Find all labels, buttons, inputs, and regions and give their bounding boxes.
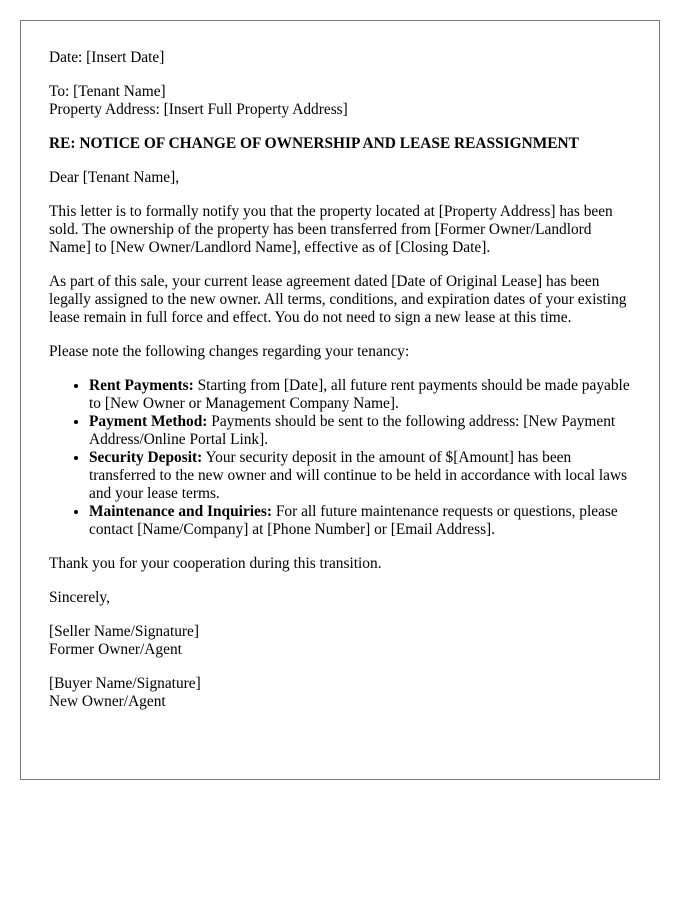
term-text: For all future maintenance requests or questions, please contact [Name/Company] at [Phone Number] or [Email Address].	[89, 503, 618, 538]
term-label: Payment Method:	[89, 413, 208, 430]
term-text: Starting from [Date], all future rent payments should be made payable to [New Owner or Management Company Name].	[89, 377, 630, 412]
paragraph-changes-intro: Please note the following changes regarding your tenancy:	[49, 343, 410, 360]
list-item-rent-payments	[89, 377, 631, 413]
changes-list	[49, 377, 631, 539]
term-label: Maintenance and Inquiries:	[89, 503, 272, 520]
list-item-security-deposit	[89, 449, 631, 503]
list-item-payment-method	[89, 413, 631, 449]
term-text: Payments should be sent to the following address: [New Payment Address/Online Portal Link].	[89, 413, 616, 448]
term-text: Your security deposit in the amount of $[Amount] has been transferred to the new owner and will continue to be held in accordance with local laws and your lease terms.	[89, 449, 628, 502]
date-line: Date: [Insert Date]	[49, 49, 165, 66]
buyer-signature: [Buyer Name/Signature]	[49, 675, 201, 692]
list-item-maintenance	[89, 503, 631, 539]
term-label: Security Deposit:	[89, 449, 203, 466]
recipient-line: To: [Tenant Name]	[49, 83, 166, 100]
paragraph-lease-assignment: As part of this sale, your current lease agreement dated [Date of Original Lease] has been legally assigned to the new owner. All terms, conditions, and expiration dates of your existing lease remain in full force and effect. You do not need to sign a new lease at this time.	[49, 273, 627, 326]
seller-signature: [Seller Name/Signature]	[49, 623, 200, 640]
paragraph-sale-notice: This letter is to formally notify you that the property located at [Property Address] has been sold. The ownership of the property has been transferred from [Former Owner/Landlord Name] to [New Owner/Landlord Name], effective as of [Closing Date].	[49, 203, 613, 256]
term-label: Rent Payments:	[89, 377, 194, 394]
closing-line: Sincerely,	[49, 589, 110, 606]
letter-document	[20, 20, 660, 780]
subject-line: RE: NOTICE OF CHANGE OF OWNERSHIP AND LEASE REASSIGNMENT	[49, 135, 579, 152]
seller-role: Former Owner/Agent	[49, 641, 182, 658]
salutation: Dear [Tenant Name],	[49, 169, 180, 186]
thanks-line: Thank you for your cooperation during this transition.	[49, 555, 382, 572]
buyer-role: New Owner/Agent	[49, 693, 166, 710]
property-address-line: Property Address: [Insert Full Property Address]	[49, 101, 348, 118]
